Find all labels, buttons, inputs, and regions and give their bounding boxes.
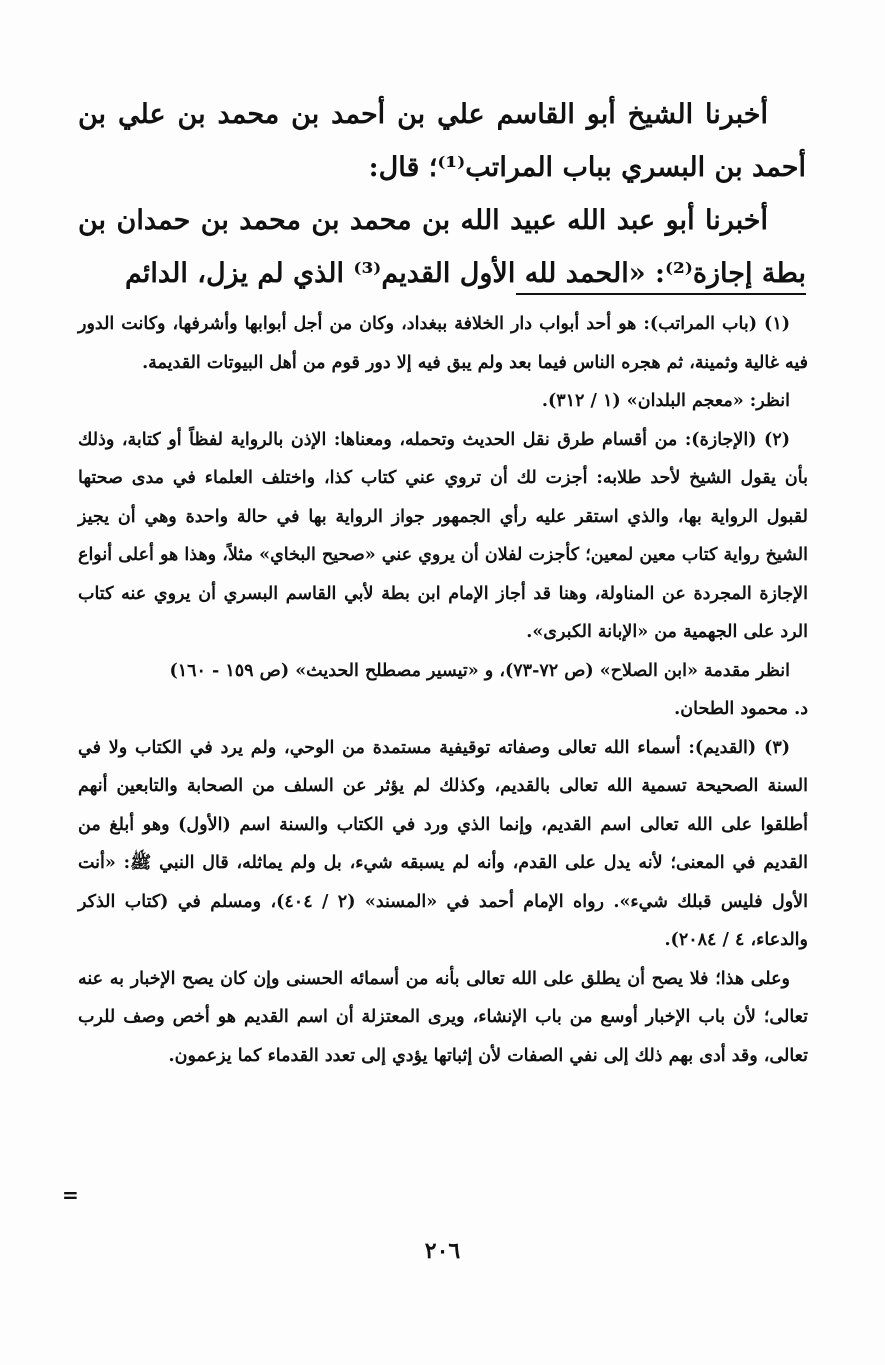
footnote-2-author: د. محمود الطحان. bbox=[674, 699, 808, 719]
continuation-mark: = bbox=[62, 1183, 79, 1207]
footnote-3-continued: وعلى هذا؛ فلا يصح أن يطلق على الله تعالى بأنه من أسمائه الحسنى وإن كان يصح الإخبار به عنه تعالى؛ لأن باب الإخبار أوسع من باب الإنشاء، ويرى المعتزلة أن اسم القديم هو أخص وصف للرب تعالى، وقد أدى بهم ذلك إلى نفي الصفات لأن إثباتها يؤدي إلى تعدد القدماء كما يزعمون. bbox=[78, 968, 808, 1066]
footnote-3: (٣) (القديم): أسماء الله تعالى وصفاته توقيفية مستمدة من الوحي، ولم يرد في الكتاب ولا في السنة الصحيحة تسمية الله تعالى بالقديم، وكذلك لم يؤثر عن السلف من الصحابة والتابعين أنهم أطلقوا على الله تعالى اسم القديم، وإنما الذي ورد في الكتاب والسنة اسم (الأول) وهو أبلغ من القديم في المعنى؛ لأنه يدل على القدم، وأنه لم يسبقه شيء، بل ولم يماثله، قال النبي ﷺ: «أنت الأول فليس قبلك شيء». رواه الإمام أحمد في «المسند» (٢ / ٤٠٤)، ومسلم في (كتاب الذكر والدعاء، ٤ / ٢٠٨٤). bbox=[78, 737, 808, 950]
footnote-1-reference: انظر: «معجم البلدان» (١ / ٣١٢). bbox=[541, 391, 790, 411]
footnote-separator bbox=[516, 293, 806, 295]
footnote-1: (١) (باب المراتب): هو أحد أبواب دار الخلافة ببغداد، وكان من أجل أبوابها وأشرفها، وكانت الدور فيه غالية وثمينة، ثم هجره الناس فيما بعد ولم يبق فيه إلا دور قوم من أهل البيوتات القديمة. bbox=[78, 314, 808, 373]
footnote-2-reference: انظر مقدمة «ابن الصلاح» (ص ٧٢-٧٣)، و «تيسير مصطلح الحديث» (ص ١٥٩ - ١٦٠) bbox=[169, 660, 790, 681]
footnotes bbox=[78, 305, 808, 1075]
main-paragraph-1: أخبرنا الشيخ أبو القاسم علي بن أحمد بن محمد بن علي بن أحمد بن البسري بباب المراتب⁽¹⁾؛ قال: bbox=[78, 99, 806, 183]
footnote-2: (٢) (الإجازة): من أقسام طرق نقل الحديث وتحمله، ومعناها: الإذن بالرواية لفظاً أو كتابة، وذلك بأن يقول الشيخ لأحد طلابه: أجزت لك أن تروي عني كتاب كذا، واختلف العلماء في مدى صحتها لقبول الرواية بها، والذي استقر عليه رأي الجمهور جواز الرواية بها في حالة واحدة وهي أن يجيز الشيخ رواية كتاب معين لمعين؛ كأجزت لفلان أن يروي عني «صحيح البخاي» مثلاً، وهذا هو أعلى أنواع الإجازة المجردة عن المناولة، وهنا قد أجاز الإمام ابن بطة لأبي القاسم البسري أن يروي عنه كتاب الرد على الجهمية من «الإبانة الكبرى». bbox=[78, 429, 808, 642]
main-text bbox=[78, 88, 806, 300]
page-number: ٢٠٦ bbox=[424, 1238, 461, 1264]
main-paragraph-2: أخبرنا أبو عبد الله عبيد الله بن محمد بن محمد بن حمدان بن بطة إجازة⁽²⁾: «الحمد لله الأول القديم⁽³⁾ الذي لم يزل، الدائم bbox=[78, 205, 806, 289]
